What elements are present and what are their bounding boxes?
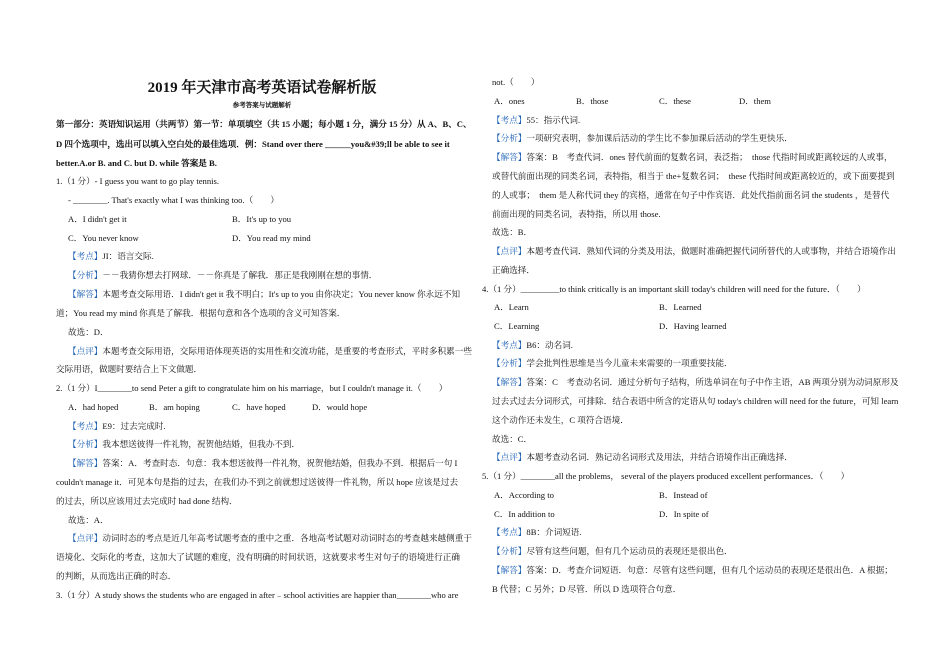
q5-option-d: D．In spite of: [659, 509, 709, 519]
jieda-tag: 【解答】: [68, 458, 103, 468]
q5-kaodian-text: 8B：介词短语.: [526, 527, 582, 537]
q1-option-d: D．You read my mind: [232, 233, 311, 243]
q2-option-d: D．would hope: [312, 402, 368, 412]
q5-option-c: C．In addition to: [494, 509, 555, 519]
q2-jieda: [68, 457, 457, 469]
q4-jieda-text-1: 答案：C 考查动名词．通过分析句子结构，所选单词在句子中作主语，AB 两项分别为动词原形及: [526, 377, 899, 387]
q4-option-a: A．Learn: [494, 302, 529, 312]
q5-jieda-line-2: B 代替；C 另外；D 尽管．所以 D 选项符合句意．: [492, 584, 682, 594]
q3-dianping: [492, 245, 896, 257]
q1-stem: 1.（1 分）- I guess you want to go play tennis.: [56, 176, 220, 186]
q5-stem: 5.（1 分）________all the problems， several of the players produced excellent performances．（ ）: [482, 471, 850, 481]
q1-dianping-line-2: 交际用语，做题时要结合上下文做题．: [56, 364, 203, 374]
q4-option-c: C．Learning: [494, 321, 540, 331]
intro-line-1: 第一部分：英语知识运用（共两节）第一节：单项填空（共 15 小题；每小题 1 分，满分 15 分）从 A、B、C、: [56, 119, 472, 129]
q3-guxuan: 故选：B．: [492, 227, 533, 237]
q1-jieda-line-2: 道；You read my mind 你真是了解我．根据句意和各个选项的含义可知答案．: [56, 308, 346, 318]
q1-option-a: A．I didn't get it: [68, 214, 127, 224]
dianping-tag: 【点评】: [492, 246, 527, 256]
q5-fenxi: [492, 545, 733, 557]
kaodian-tag: 【考点】: [492, 340, 527, 350]
q5-kaodian: [492, 526, 582, 538]
q3-jieda-line-3: 的人或事； them 是人称代词 they 的宾格，通常在句子中作宾语．此处代指前面名词 the students ，是替代: [492, 190, 890, 200]
q1-guxuan: 故选：D．: [68, 327, 109, 337]
dianping-tag: 【点评】: [68, 346, 103, 356]
fenxi-tag: 【分析】: [492, 546, 527, 556]
q2-dianping: [68, 532, 472, 544]
q2-fenxi-text: 我本想送彼得一件礼物，祝贺他结婚，但我办不到．: [102, 439, 301, 449]
q4-dianping: [492, 451, 793, 463]
q2-fenxi: [68, 438, 300, 450]
intro-line-3: better.A.or B. and C. but D. while 答案是 B.: [56, 158, 217, 168]
q2-dianping-line-2: 语境化、交际化的考查，这加大了试题的难度，没有明确的时间状语，这就要求考生对句子的语境进行正确: [56, 552, 460, 562]
q1-fenxi: [68, 269, 377, 281]
q2-option-a: A．had hoped: [68, 402, 119, 412]
q1-fenxi-text: －－我猜你想去打网球．－－你真是了解我．那正是我刚刚在想的事情．: [102, 270, 378, 280]
q3-option-c: C．these: [659, 96, 691, 106]
q3-kaodian: [492, 114, 580, 126]
q3-jieda-line-2: 或替代前面出现的同类名词，表特指，相当于 the+复数名词； these 代指时间或距离较近的，或下面要提到: [492, 171, 895, 181]
fenxi-tag: 【分析】: [68, 439, 103, 449]
fenxi-tag: 【分析】: [492, 133, 527, 143]
kaodian-tag: 【考点】: [492, 115, 527, 125]
jieda-tag: 【解答】: [492, 377, 527, 387]
q1-kaodian: [68, 250, 154, 262]
q4-kaodian: [492, 339, 573, 351]
fenxi-tag: 【分析】: [492, 358, 527, 368]
page-title: 2019 年天津市高考英语试卷解析版: [147, 80, 377, 96]
q1-kaodian-text: JI：语言交际.: [102, 251, 154, 261]
q5-option-b: B．Instead of: [659, 490, 708, 500]
q1-option-b: B．It's up to you: [232, 214, 292, 224]
fenxi-tag: 【分析】: [68, 270, 103, 280]
q2-kaodian-text: E9：过去完成时.: [102, 421, 166, 431]
q2-jieda-text-1: 答案：A．考查时态．句意：我本想送彼得一件礼物，祝贺他结婚，但我办不到．根据后一句 I: [102, 458, 458, 468]
q4-fenxi-text: 学会批判性思维是当今儿童未来需要的一项重要技能．: [526, 358, 733, 368]
q3-kaodian-text: 55：指示代词.: [526, 115, 581, 125]
q5-option-a: A．According to: [494, 490, 554, 500]
q3-jieda-line-4: 前面出现的同类名词，表特指，所以用 those.: [492, 209, 661, 219]
q2-jieda-line-2: couldn't manage it．可见本句是指的过去，在我们办不到之前就想过送彼得一件礼物，所以 hope 应该是过去: [56, 477, 459, 487]
q3-dianping-text-1: 本题考查代词．熟知代词的分类及用法，做题时准确把握代词所替代的人或事物，并结合语境作出: [526, 246, 896, 256]
q4-fenxi: [492, 357, 733, 369]
jieda-tag: 【解答】: [492, 565, 527, 575]
q3-jieda-text-1: 答案：B 考查代词．ones 替代前面的复数名词，表泛指； those 代指时间或距离较远的人或事，: [526, 152, 893, 162]
q4-jieda-line-3: 这个动作还未发生，C 项符合语境．: [492, 415, 629, 425]
q2-option-b: B．am hoping: [149, 402, 200, 412]
q2-option-c: C．have hoped: [232, 402, 286, 412]
q1-jieda-text-1: 本题考查交际用语．I didn't get it 我不明白；It's up to you 由你决定；You never know 你永远不知: [102, 289, 461, 299]
q4-jieda: [492, 376, 899, 388]
intro-line-2: D 四个选项中，选出可以填入空白处的最佳选项．例：Stand over there ______you&#39;ll be able to see it: [56, 139, 450, 149]
q3-jieda: [492, 151, 893, 163]
q4-option-b: B．Learned: [659, 302, 702, 312]
q4-kaodian-text: B6：动名词.: [526, 340, 573, 350]
q1-option-c: C．You never know: [68, 233, 139, 243]
jieda-tag: 【解答】: [492, 152, 527, 162]
kaodian-tag: 【考点】: [68, 421, 103, 431]
dianping-tag: 【点评】: [68, 533, 103, 543]
page-subtitle: 参考答案与试题解析: [232, 102, 292, 109]
q5-jieda: [492, 564, 893, 576]
q3-option-d: D．them: [739, 96, 771, 106]
kaodian-tag: 【考点】: [492, 527, 527, 537]
kaodian-tag: 【考点】: [68, 251, 103, 261]
dianping-tag: 【点评】: [492, 452, 527, 462]
q4-guxuan: 故选：C．: [492, 434, 533, 444]
jieda-tag: 【解答】: [68, 289, 103, 299]
q3-fenxi-text: 一项研究表明，参加课后活动的学生比不参加课后活动的学生更快乐．: [526, 133, 793, 143]
q5-jieda-text-1: 答案：D．考查介词短语．句意：尽管有这些问题，但有几个运动员的表现还是很出色．A 根据；: [526, 565, 893, 575]
q1-dianping: [68, 345, 472, 357]
q3-stem: 3.（1 分）A study shows the students who are engaged in after﹣school activities are happier than________who are: [56, 590, 459, 600]
q3-dianping-line-2: 正确选择．: [492, 265, 535, 275]
q4-option-d: D．Having learned: [659, 321, 727, 331]
q2-kaodian: [68, 420, 166, 432]
q3-fenxi: [492, 132, 793, 144]
q4-stem: 4.（1 分）_________to think critically is an important skill today's children will need for the future．（ ）: [482, 284, 866, 294]
q3-stem-2: not.（ ）: [492, 77, 540, 87]
q5-fenxi-text: 尽管有这些问题，但有几个运动员的表现还是很出色．: [526, 546, 733, 556]
q2-guxuan: 故选：A．: [68, 515, 109, 525]
q4-jieda-line-2: 过去式过去分词形式，可排除．结合表语中所含的定语从句 today's children will need for the future，可知 learn: [492, 396, 899, 406]
q3-option-a: A．ones: [494, 96, 525, 106]
q3-option-b: B．those: [576, 96, 609, 106]
q4-dianping-text-1: 本题考查动名词．熟记动名词形式及用法，并结合语境作出正确选择．: [526, 452, 793, 462]
q1-stem-2: - ________. That's exactly what I was thinking too.（ ）: [68, 195, 279, 205]
q2-dianping-line-3: 的判断，从而选出正确的时态．: [56, 571, 177, 581]
q2-dianping-text-1: 动词时态的考点是近几年高考试题考查的重中之重．各地高考试题对动词时态的考查越来越侧重于: [102, 533, 472, 543]
q2-jieda-line-3: 的过去，所以应该用过去完成时 had done 结构．: [56, 496, 238, 506]
q1-dianping-text-1: 本题考查交际用语，交际用语体现英语的实用性和交流功能，是重要的考查形式，平时多积累一些: [102, 346, 472, 356]
q2-stem: 2.（1 分）I________to send Peter a gift to congratulate him on his marriage，but I couldn't manage it.（ ）: [56, 383, 448, 393]
q1-jieda: [68, 288, 460, 300]
